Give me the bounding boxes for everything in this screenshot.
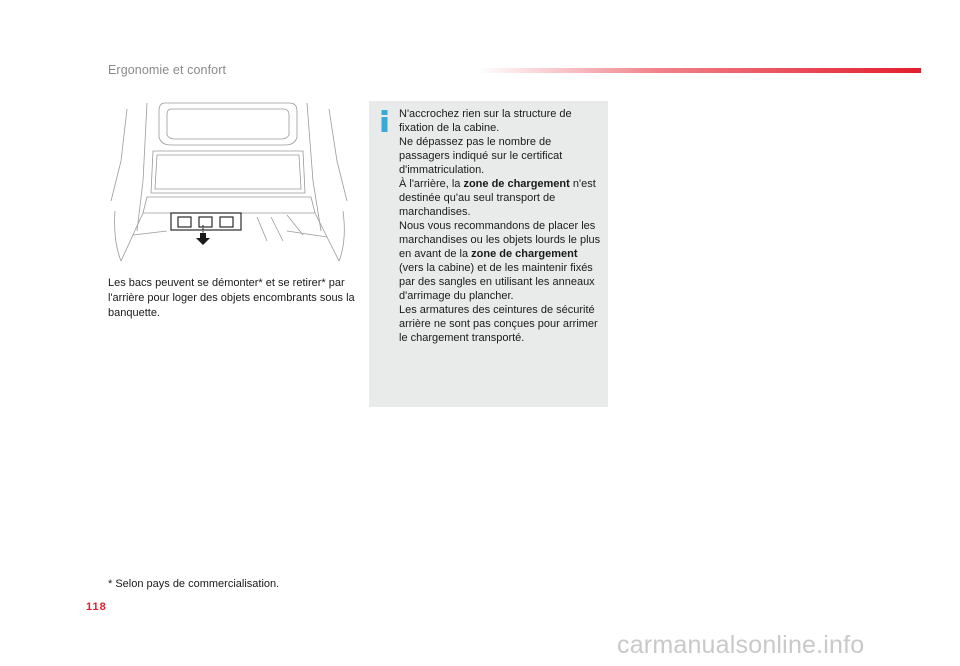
info-paragraph-4: Nous vous recommandons de placer les marchandises ou les objets lourds le plus en avant de la zone de chargement (vers la cabine) et de les maintenir fixés par des sangles en utilisant les anneaux d'arrimage du plancher. <box>399 220 601 302</box>
page-number: 118 <box>86 601 107 613</box>
cargo-bin-illustration <box>107 101 351 263</box>
info-icon <box>379 110 390 132</box>
emphasis-loading-zone: zone de chargement <box>471 248 578 260</box>
info-paragraph-2: Ne dépassez pas le nombre de passagers indiqué sur le certificat d'immatriculation. <box>399 136 563 176</box>
emphasis-loading-zone: zone de chargement <box>463 178 570 190</box>
header-accent-rule <box>478 68 921 73</box>
watermark: carmanualsonline.info <box>617 631 865 659</box>
section-title: Ergonomie et confort <box>108 63 227 77</box>
info-box <box>369 101 608 407</box>
info-paragraph-5: Les armatures des ceintures de sécurité arrière ne sont pas conçues pour arrimer le chargement transporté. <box>399 304 598 344</box>
info-paragraph-3: À l'arrière, la zone de chargement n'est destinée qu'au seul transport de marchandises. <box>399 178 596 218</box>
info-paragraph-1: N'accrochez rien sur la structure de fixation de la cabine. <box>399 108 572 134</box>
footnote: * Selon pays de commercialisation. <box>108 578 280 590</box>
info-text <box>399 107 601 345</box>
bins-removal-paragraph: Les bacs peuvent se démonter* et se retirer* par l'arrière pour loger des objets encombrants sous la banquette. <box>108 277 355 319</box>
